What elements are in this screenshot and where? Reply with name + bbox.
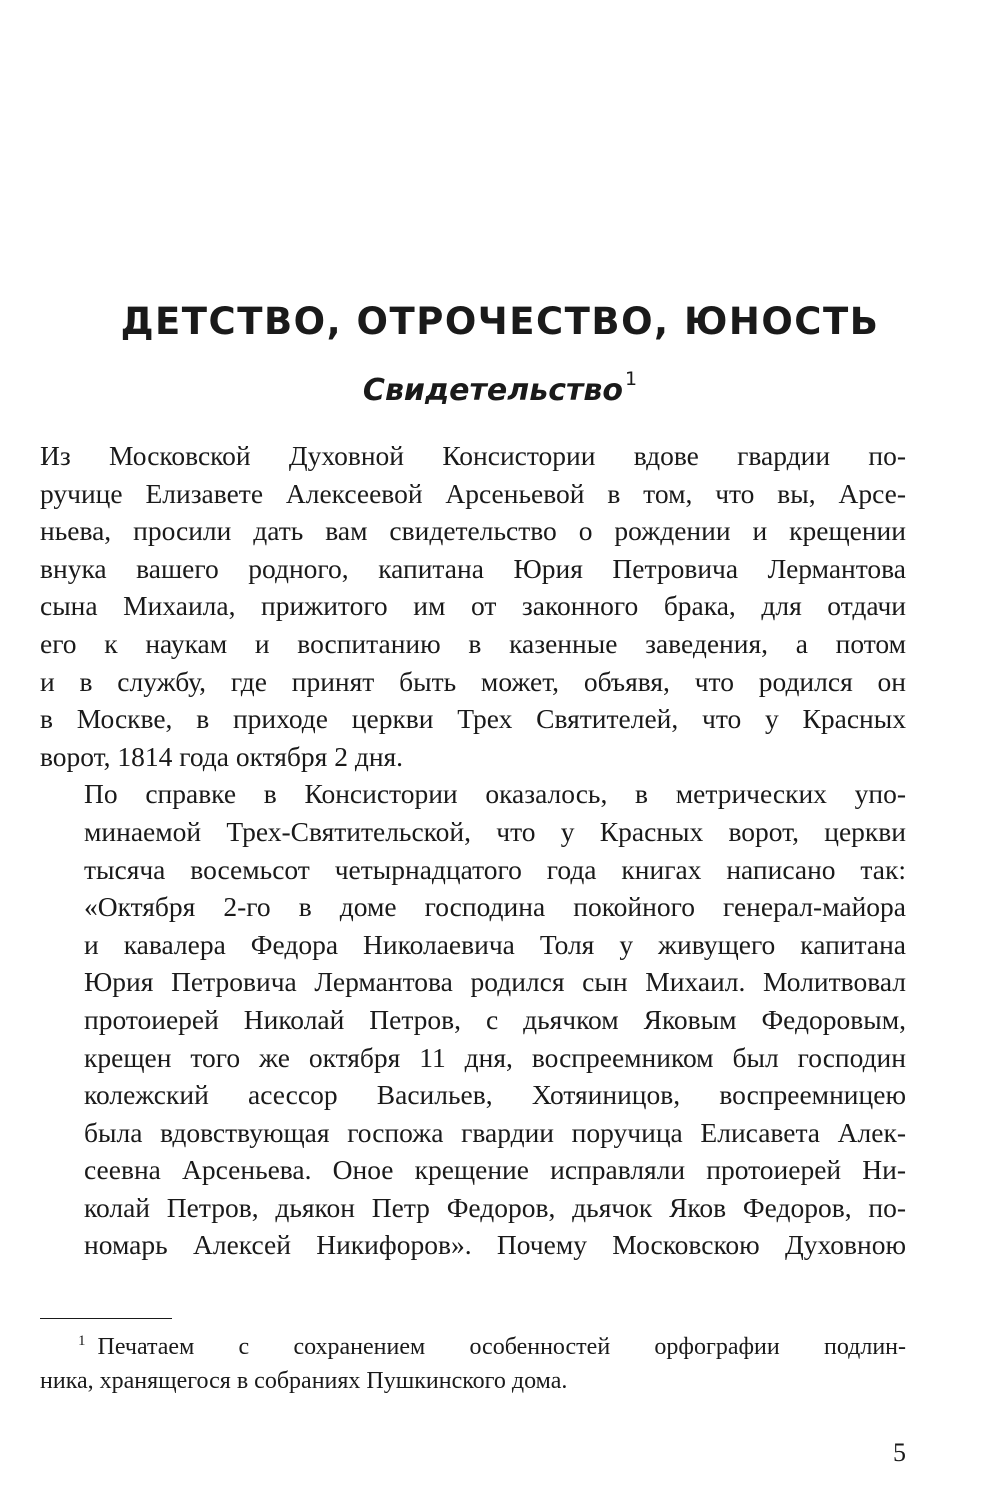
footnote-mark: 1 xyxy=(78,1333,86,1349)
text-line: колежский асессор Васильев, Хотяиницов, воспреемницею xyxy=(84,1079,906,1111)
text-line: внука вашего родного, капитана Юрия Петровича Лермантова xyxy=(40,552,906,584)
text-line: По справке в Консистории оказалось, в метрических упо- xyxy=(84,778,906,810)
text-line: протоиерей Николай Петров, с дьячком Яковым Федоровым, xyxy=(84,1003,906,1035)
section-title-text: Свидетельство xyxy=(362,373,623,408)
text-line: колай Петров, дьякон Петр Федоров, дьячок Яков Федоров, по- xyxy=(84,1191,906,1223)
page-number: 5 xyxy=(893,1438,906,1467)
paragraph-2 xyxy=(40,775,906,1264)
text-line: и в службу, где принят быть может, объявя, что родился он xyxy=(40,665,906,697)
text-line: тысяча восемьсот четырнадцатого года книгах написано так: xyxy=(84,853,906,885)
text-line: сеевна Арсеньева. Оное крещение исправляли протоиерей Ни- xyxy=(84,1154,906,1186)
footnote-line xyxy=(40,1324,906,1364)
footnote xyxy=(40,1324,906,1398)
text-line: минаемой Трех-Святительской, что у Красных ворот, церкви xyxy=(84,815,906,847)
footnote-reference[interactable]: 1 xyxy=(624,368,638,390)
text-line: Юрия Петровича Лермантова родился сын Михаил. Молитвовал xyxy=(84,966,906,998)
text-line: ручице Елизавете Алексеевой Арсеньевой в том, что вы, Арсе- xyxy=(40,477,906,509)
text-line: номарь Алексей Никифоров». Почему Московскою Духовною xyxy=(84,1229,906,1261)
text-line: ньева, просили дать вам свидетельство о рождении и крещении xyxy=(40,515,906,547)
text-line: в Москве, в приходе церкви Трех Святителей, что у Красных xyxy=(40,703,906,735)
section-title xyxy=(0,368,1000,408)
text-line: его к наукам и воспитанию в казенные заведения, а потом xyxy=(40,627,906,659)
text-line: Из Московской Духовной Консистории вдове гвардии по- xyxy=(40,440,906,471)
text-line: была вдовствующая госпожа гвардии поручица Елисавета Алек- xyxy=(84,1116,906,1148)
body-text xyxy=(40,437,906,1264)
footnote-divider xyxy=(40,1318,172,1319)
paragraph-1 xyxy=(40,437,906,775)
text-line: ворот, 1814 года октября 2 дня. xyxy=(40,740,404,772)
text-line: крещен того же октября 11 дня, воспреемником был господин xyxy=(84,1041,906,1073)
text-line: «Октября 2-го в доме господина покойного генерал-майора xyxy=(84,891,906,923)
chapter-title: ДЕТСТВО, ОТРОЧЕСТВО, ЮНОСТЬ xyxy=(120,300,880,343)
text-line: и кавалера Федора Николаевича Толя у живущего капитана xyxy=(84,928,906,960)
footnote-line: ника, хранящегося в собраниях Пушкинского дома. xyxy=(40,1368,568,1394)
footnote-line-text: Печатаем с сохранением особенностей орфографии подлин- xyxy=(97,1334,906,1360)
text-line: сына Михаила, прижитого им от законного брака, для отдачи xyxy=(40,590,906,622)
